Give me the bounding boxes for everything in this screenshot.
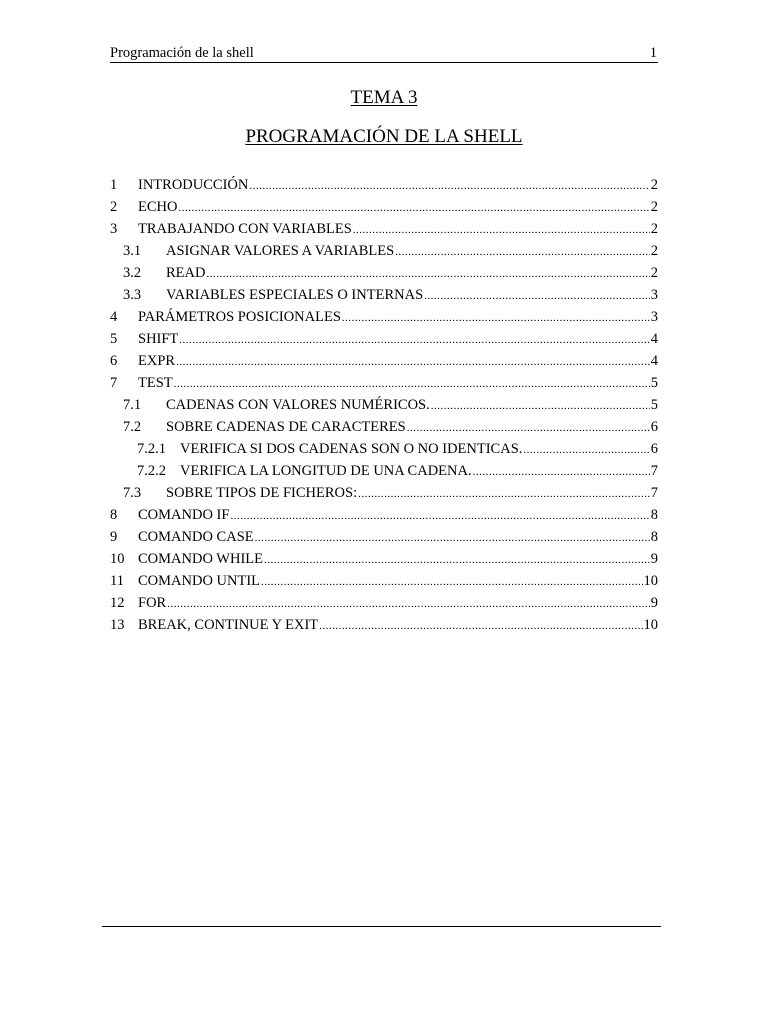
- toc-entry-label: COMANDO UNTIL: [138, 573, 261, 589]
- toc-dot-leader: [358, 483, 650, 505]
- toc-dot-leader: [431, 395, 650, 417]
- toc-entry-number: 6: [110, 353, 118, 369]
- toc-entry-number: 7.3: [123, 485, 142, 501]
- toc-entry[interactable]: [110, 460, 658, 482]
- toc-dot-leader: [176, 351, 650, 373]
- toc-entry-page: 2: [650, 177, 658, 193]
- toc-entry[interactable]: [110, 174, 658, 196]
- toc-dot-leader: [473, 461, 650, 483]
- toc-dot-leader: [179, 329, 649, 351]
- toc-entry-page: 7: [650, 463, 658, 479]
- toc-dot-leader: [178, 197, 649, 219]
- toc-entry-label: PARÁMETROS POSICIONALES: [138, 309, 341, 325]
- toc-entry-label: COMANDO WHILE: [138, 551, 263, 567]
- toc-entry-number: 3: [110, 221, 118, 237]
- toc-entry-page: 4: [650, 353, 658, 369]
- toc-entry-number: 4: [110, 309, 118, 325]
- header-page-number: 1: [649, 45, 657, 61]
- toc-entry-label: VERIFICA SI DOS CADENAS SON O NO IDENTICAS.: [180, 441, 523, 457]
- toc-entry-number: 13: [110, 617, 125, 633]
- toc-entry[interactable]: [110, 262, 658, 284]
- toc-entry-label: TRABAJANDO CON VARIABLES: [138, 221, 352, 237]
- toc-dot-leader: [249, 175, 649, 197]
- toc-entry-label: INTRODUCCIÓN: [138, 177, 249, 193]
- toc-entry-label: SOBRE CADENAS DE CARACTERES: [166, 419, 406, 435]
- toc-entry-number: 9: [110, 529, 118, 545]
- toc-dot-leader: [424, 285, 650, 307]
- toc-entry[interactable]: [110, 592, 658, 614]
- toc-entry[interactable]: [110, 482, 658, 504]
- toc-entry[interactable]: [110, 284, 658, 306]
- toc-dot-leader: [255, 527, 650, 549]
- toc-entry-page: 7: [650, 485, 658, 501]
- toc-entry-label: COMANDO IF: [138, 507, 230, 523]
- toc-entry-label: VERIFICA LA LONGITUD DE UNA CADENA.: [180, 463, 472, 479]
- toc-entry-number: 3.3: [123, 287, 142, 303]
- toc-entry[interactable]: [110, 548, 658, 570]
- toc-dot-leader: [395, 241, 650, 263]
- toc-entry-label: BREAK, CONTINUE Y EXIT: [138, 617, 319, 633]
- toc-entry-number: 12: [110, 595, 125, 611]
- toc-entry-page: 4: [650, 331, 658, 347]
- toc-entry-label: READ: [166, 265, 206, 281]
- toc-entry[interactable]: [110, 526, 658, 548]
- toc-entry-number: 2: [110, 199, 118, 215]
- toc-dot-leader: [230, 505, 649, 527]
- toc-entry-page: 2: [650, 199, 658, 215]
- toc-dot-leader: [206, 263, 649, 285]
- toc-entry[interactable]: [110, 306, 658, 328]
- toc-entry-page: 5: [650, 397, 658, 413]
- toc-entry-number: 1: [110, 177, 118, 193]
- toc-entry-label: VARIABLES ESPECIALES O INTERNAS: [166, 287, 424, 303]
- toc-entry-page: 2: [650, 243, 658, 259]
- toc-entry-number: 10: [110, 551, 125, 567]
- toc-entry[interactable]: [110, 416, 658, 438]
- toc-entry-number: 7.1: [123, 397, 142, 413]
- toc-entry-page: 8: [650, 507, 658, 523]
- toc-entry[interactable]: [110, 240, 658, 262]
- toc-entry[interactable]: [110, 504, 658, 526]
- document-title-line1: TEMA 3: [350, 87, 418, 108]
- toc-entry-number: 3.1: [123, 243, 142, 259]
- toc-dot-leader: [523, 439, 649, 461]
- toc-entry-page: 5: [650, 375, 658, 391]
- toc-dot-leader: [264, 549, 650, 571]
- toc-dot-leader: [407, 417, 650, 439]
- toc-dot-leader: [167, 593, 650, 615]
- document-title-line2: PROGRAMACIÓN DE LA SHELL: [245, 126, 523, 147]
- toc-dot-leader: [342, 307, 650, 329]
- toc-entry-number: 11: [110, 573, 124, 589]
- toc-entry-page: 2: [650, 265, 658, 281]
- toc-entry-number: 8: [110, 507, 118, 523]
- toc-entry[interactable]: [110, 614, 658, 636]
- toc-entry-number: 5: [110, 331, 118, 347]
- header-title: Programación de la shell: [110, 45, 254, 61]
- toc-entry-page: 9: [650, 551, 658, 567]
- toc-entry-page: 3: [650, 287, 658, 303]
- toc-entry-number: 7.2.2: [137, 463, 166, 479]
- page-header: [110, 44, 658, 63]
- toc-entry-label: COMANDO CASE: [138, 529, 254, 545]
- toc-entry[interactable]: [110, 394, 658, 416]
- toc-entry-label: FOR: [138, 595, 167, 611]
- toc-entry-page: 3: [650, 309, 658, 325]
- toc-entry-number: 3.2: [123, 265, 142, 281]
- toc-entry-label: CADENAS CON VALORES NUMÉRICOS.: [166, 397, 430, 413]
- toc-entry[interactable]: [110, 372, 658, 394]
- toc-dot-leader: [261, 571, 642, 593]
- toc-entry-page: 2: [650, 221, 658, 237]
- toc-entry-page: 9: [650, 595, 658, 611]
- toc-entry-label: ASIGNAR VALORES A VARIABLES: [166, 243, 395, 259]
- toc-entry[interactable]: [110, 438, 658, 460]
- toc-entry-label: TEST: [138, 375, 173, 391]
- toc-entry-label: SOBRE TIPOS DE FICHEROS:: [166, 485, 358, 501]
- toc-entry[interactable]: [110, 218, 658, 240]
- toc-entry-page: 10: [643, 617, 658, 633]
- toc-entry[interactable]: [110, 328, 658, 350]
- footer-divider: [102, 926, 661, 927]
- toc-dot-leader: [319, 615, 642, 637]
- toc-entry-number: 7.2.1: [137, 441, 166, 457]
- toc-entry[interactable]: [110, 570, 658, 592]
- toc-entry-page: 10: [643, 573, 658, 589]
- toc-entry[interactable]: [110, 196, 658, 218]
- toc-entry-page: 6: [650, 419, 658, 435]
- toc-entry-page: 8: [650, 529, 658, 545]
- toc-entry-number: 7: [110, 375, 118, 391]
- toc-entry-label: EXPR: [138, 353, 176, 369]
- toc-entry-label: SHIFT: [138, 331, 179, 347]
- toc-dot-leader: [353, 219, 650, 241]
- toc-entry-page: 6: [650, 441, 658, 457]
- toc-entry-number: 7.2: [123, 419, 142, 435]
- table-of-contents: [110, 174, 658, 636]
- toc-dot-leader: [174, 373, 650, 395]
- toc-entry-label: ECHO: [138, 199, 178, 215]
- toc-entry[interactable]: [110, 350, 658, 372]
